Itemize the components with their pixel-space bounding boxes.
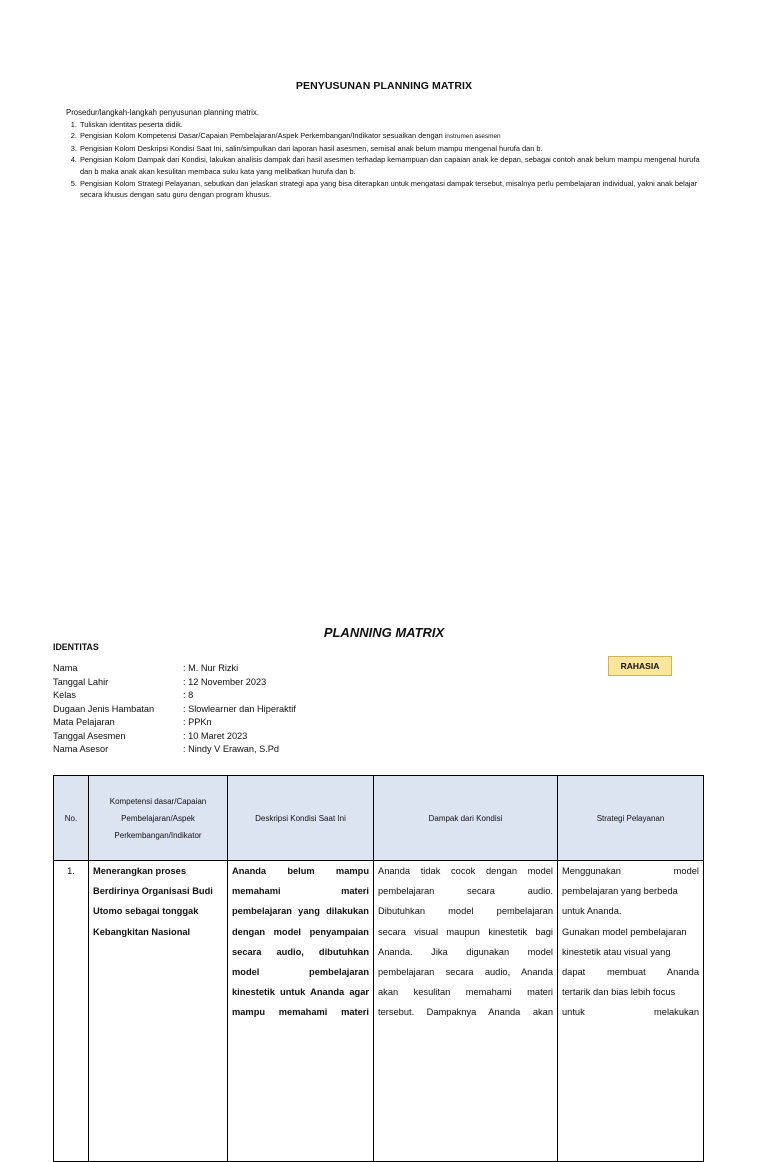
cell-strategi (558, 861, 704, 1162)
cell-line: untuk melakukan (562, 1007, 699, 1018)
identity-label: Tanggal Asesmen (53, 730, 126, 741)
identity-value: : PPKn (183, 717, 212, 727)
procedure-section (66, 107, 706, 201)
cell-line: Utomo sebagai tonggak (93, 906, 199, 917)
identity-row (53, 662, 296, 676)
cell-no: 1. (54, 861, 89, 1162)
cell-line: secara visual maupun kinestetik bagi (378, 926, 553, 937)
identity-label: Kelas (53, 690, 76, 700)
identity-row (53, 703, 296, 717)
cell-line: Menerangkan proses (93, 866, 187, 876)
cell-line: secara audio, dibutuhkan (232, 946, 369, 957)
cell-line: untuk Ananda. (562, 906, 622, 917)
identity-label: Nama Asesor (53, 744, 109, 754)
identity-row (53, 716, 296, 730)
cell-line: Menggunakan model (562, 866, 699, 876)
procedure-step-small-note: instrumen asesmen (444, 133, 501, 141)
procedure-step: 4. Pengisian Kolom Dampak dari Kondisi, lakukan analisis dampak dari hasil asesmen terhadap kemampuan dan capaian anak ke depan, sebagai contoh anak belum mampu mengenal hurufa dan b maka anak akan kesulitan membaca suku kata yang melibatkan hurufa dan b. (79, 154, 706, 177)
cell-line: tersebut. Dampaknya Ananda akan (378, 1007, 553, 1018)
identity-label: Mata Pelajaran (53, 717, 115, 727)
procedure-intro: Prosedur/langkah-langkah penyusunan planning matrix. (66, 108, 259, 117)
cell-line: kinestetik untuk Ananda agar (232, 987, 369, 998)
table-header-row (54, 776, 704, 861)
cell-line: Berdirinya Organisasi Budi (93, 886, 213, 897)
cell-line: Ananda belum mampu (232, 866, 369, 876)
identity-row (53, 730, 296, 744)
cell-kompetensi (89, 861, 228, 1162)
cell-line: Dibutuhkan model pembelajaran (378, 906, 553, 917)
procedure-step: 2. Pengisian Kolom Kompetensi Dasar/Capaian Pembelajaran/Aspek Perkembangan/Indikator sesuaikan dengan instrumen asesmen (79, 130, 706, 143)
cell-line: Pembelajaran/Aspek (121, 813, 195, 823)
identity-label: Tanggal Lahir (53, 676, 109, 687)
header-kompetensi (89, 776, 228, 861)
identity-value: : M. Nur Rizki (183, 663, 239, 673)
cell-line: Perkembangan/Indikator (114, 830, 202, 840)
cell-line: akan kesulitan memahami materi (378, 987, 553, 998)
cell-line: Gunakan model pembelajaran (562, 926, 687, 937)
identity-value: : 8 (183, 690, 194, 700)
header-strategi: Strategi Pelayanan (558, 776, 704, 861)
cell-line: memahami materi (232, 886, 369, 897)
cell-line: Ananda tidak cocok dengan model (378, 866, 553, 876)
identity-table (53, 662, 296, 757)
identity-row (53, 743, 296, 757)
cell-line: pembelajaran yang dilakukan (232, 906, 369, 917)
table-row (54, 861, 704, 1162)
identity-value: : 10 Maret 2023 (183, 730, 248, 741)
cell-dampak (374, 861, 558, 1162)
document-title: PENYUSUNAN PLANNING MATRIX (295, 80, 473, 92)
cell-line: pembelajaran secara audio. (378, 886, 553, 897)
cell-line: Kompetensi dasar/Capaian (109, 796, 207, 806)
identity-heading: IDENTITAS (53, 642, 99, 652)
cell-line: Ananda. Jika digunakan model (378, 946, 553, 957)
cell-line: mampu memahami materi (232, 1007, 369, 1018)
cell-line: tertarik dan bias lebih focus (562, 987, 676, 998)
cell-line: Kebangkitan Nasional (93, 926, 191, 937)
confidential-badge: RAHASIA (608, 656, 672, 676)
cell-line: pembelajaran yang berbeda (562, 886, 678, 897)
procedure-step: 5. Pengisian Kolom Strategi Pelayanan, sebutkan dan jelaskan strategi apa yang bisa diterapkan untuk mengatasi dampak tersebut, misalnya perlu pembelajaran individual, yakni anak belajar secara khusus dengan satu guru dengan program khusus. (79, 178, 706, 201)
identity-value: : 12 November 2023 (183, 676, 267, 687)
cell-line: kinestetik atau visual yang (562, 946, 671, 957)
header-dampak: Dampak dari Kondisi (374, 776, 558, 861)
identity-value: : Nindy V Erawan, S.Pd (183, 744, 280, 754)
procedure-step: 1. Tuliskan identitas peserta didik. (79, 119, 706, 131)
planning-matrix-title: PLANNING MATRIX (323, 625, 445, 640)
procedure-steps (66, 119, 706, 201)
cell-line: pembelajaran secara audio, Ananda (378, 967, 553, 978)
procedure-step: 3. Pengisian Kolom Deskripsi Kondisi Saat Ini, salin/simpulkan dari laporan hasil asesmen, semisal anak belum mampu mengenal hurufa dan b. (79, 143, 706, 155)
cell-line: dengan model penyampaian (232, 926, 369, 937)
identity-row (53, 689, 296, 703)
header-no: No. (54, 776, 89, 861)
cell-line: model pembelajaran (232, 967, 369, 978)
identity-label: Nama (53, 663, 78, 673)
header-deskripsi: Deskripsi Kondisi Saat Ini (228, 776, 374, 861)
cell-deskripsi (228, 861, 374, 1162)
identity-label: Dugaan Jenis Hambatan (53, 703, 155, 714)
identity-row (53, 676, 296, 690)
planning-matrix-table (53, 775, 704, 1162)
identity-value: : Slowlearner dan Hiperaktif (183, 703, 296, 714)
cell-line: dapat membuat Ananda (562, 967, 699, 978)
